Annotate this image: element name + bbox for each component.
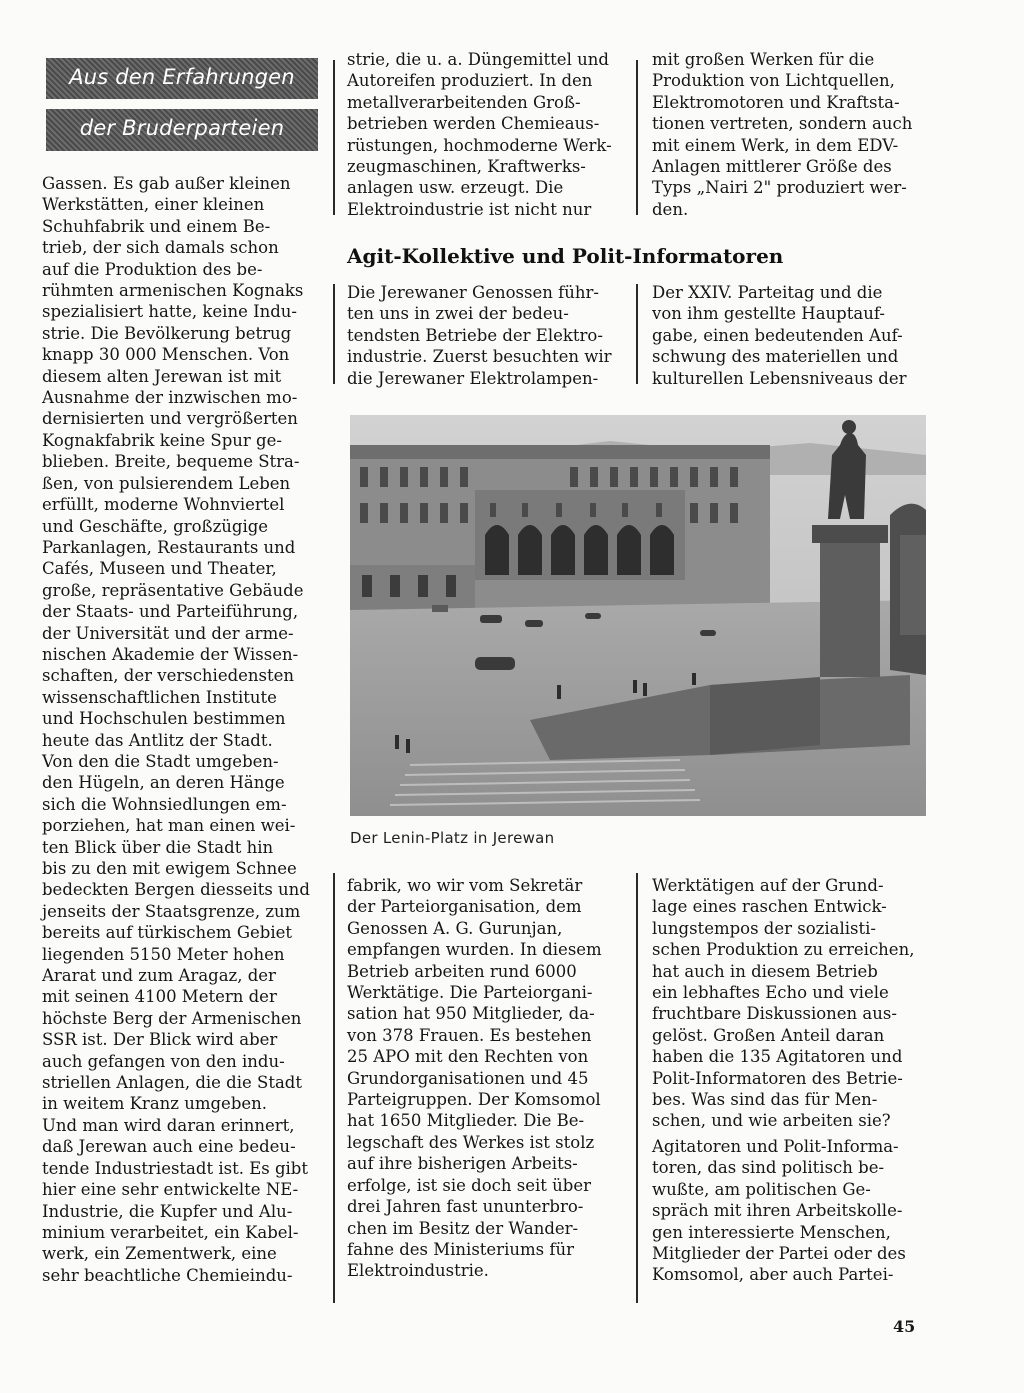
column-3-top [652,49,928,220]
banner-line-1: Aus den Erfahrungen [69,65,295,89]
column-rule-5 [636,284,638,384]
column-3-bottom-para-2: Agitatoren und Polit-Informa- toren, das sind politisch be- wußte, am politischen Ge- spräch mit ihren Arbeitskolle- gen interessierte Menschen, Mitglieder der Partei oder des Komsomol, aber auch Partei- [652,1136,906,1285]
column-2-bottom-text: fabrik, wo wir vom Sekretär der Parteiorganisation, dem Genossen A. G. Gurunjan, empfangen wurden. In diesem Betrieb arbeiten rund 6000 Werktätige. Die Parteiorgani- sation hat 950 Mitglieder, da- von 378 Frauen. Es bestehen 25 APO mit den Rechten von Grundorganisationen und 45 Parteigruppen. Der Komsomol hat 1650 Mitglieder. Die Be- legschaft des Werkes ist stolz auf ihre bisherigen Arbeits- erfolge, ist sie doch seit über drei Jahren fast ununterbro- chen im Besitz der Wander- fahne des Ministeriums für Elektroindustrie. [347,876,602,1281]
column-3-mid-text: Der XXIV. Parteitag und die von ihm gestellte Hauptauf- gabe, einen bedeutenden Auf- schwung des materiellen und kulturellen Lebensniveaus der [652,283,907,388]
column-2-mid-text: Die Jerewaner Genossen führ- ten uns in zwei der bedeu- tendsten Betriebe der Elektro- industrie. Zuerst besuchten wir die Jerewaner Elektrolampen- [347,283,612,388]
column-3-top-text: mit großen Werken für die Produktion von Lichtquellen, Elektromotoren und Kraftsta- tionen vertreten, sondern auch mit einem Werk, in dem EDV- Anlagen mittlerer Größe des Typs „Nairi 2" produziert wer- den. [652,50,913,219]
column-1-text: Gassen. Es gab außer kleinen Werkstätten, einer kleinen Schuhfabrik und einem Be- trieb, der sich damals schon auf die Produktion des be- rühmten armenischen Kognaks spezialisiert hatte, keine Indu- strie. Die Bevölkerung betrug knapp 30 000 Menschen. Von diesem alten Jerewan ist mit Ausnahme der inzwischen mo- dernisierten und vergrößerten Kognakfabrik keine Spur ge- blieben. Breite, bequeme Stra- ßen, von pulsierendem Leben erfüllt, moderne Wohnviertel und Geschäfte, großzügige Parkanlagen, Restaurants und Cafés, Museen und Theater, große, repräsentative Gebäude der Staats- und Parteiführung, der Universität und der arme- nischen Akademie der Wissen- schaften, der verschiedensten wissenschaftlichen Institute und Hochschulen bestimmen heute das Antlitz der Stadt. Von den die Stadt umgeben- den Hügeln, an deren Hänge sich die Wohnsiedlungen em- porziehen, hat man einen wei- ten Blick über die Stadt hin bis zu den mit ewigem Schnee bedeckten Bergen diesseits und jenseits der Staatsgrenze, zum bereits auf türkischem Gebiet liegenden 5150 Meter hohen Ararat und zum Aragaz, der mit seinen 4100 Metern der höchste Berg der Armenischen SSR ist. Der Blick wird aber auch gefangen von den indu- striellen Anlagen, die die Stadt in weitem Kranz umgeben. Und man wird daran erinnert, daß Jerewan auch eine bedeu- tende Industriestadt ist. Es gibt hier eine sehr entwickelte NE- Industrie, die Kupfer und Alu- minium verarbeitet, ein Kabel- werk, ein Zementwerk, eine sehr beachtliche Chemieindu- [42,174,310,1285]
column-2-bottom [347,875,623,1282]
column-3-mid [652,282,928,389]
column-rule-1 [333,60,335,215]
section-banner [46,58,318,99]
column-2-top [347,49,623,220]
photo-illustration [350,415,926,816]
column-3-bottom [652,875,928,1286]
page-number: 45 [893,1317,916,1336]
column-rule-2 [333,284,335,384]
column-rule-3 [333,873,335,1303]
column-2-mid [347,282,623,389]
photo-caption: Der Lenin-Platz in Jerewan [350,829,555,847]
section-banner-2 [46,109,318,151]
column-3-bottom-para-1: Werktätigen auf der Grund- lage eines raschen Entwick- lungstempos der sozialisti- schen Produktion zu erreichen, hat auch in diesem Betrieb ein lebhaftes Echo und viele fruchtbare Diskussionen aus- gelöst. Großen Anteil daran haben die 135 Agitatoren und Polit-Informatoren des Betrie- bes. Was sind das für Men- schen, und wie arbeiten sie? [652,876,915,1131]
column-rule-4 [636,60,638,215]
section-heading: Agit-Kollektive und Polit-Informatoren [347,244,784,268]
column-1 [42,173,318,1286]
column-rule-6 [636,873,638,1303]
lenin-square-photo [350,415,926,816]
column-2-top-text: strie, die u. a. Düngemittel und Autoreifen produziert. In den metallverarbeitenden Groß- betrieben werden Chemieaus- rüstungen, hochmoderne Werk- zeugmaschinen, Kraftwerks- anlagen usw. erzeugt. Die Elektroindustrie ist nicht nur [347,50,612,219]
banner-line-2: der Bruderparteien [79,116,285,140]
